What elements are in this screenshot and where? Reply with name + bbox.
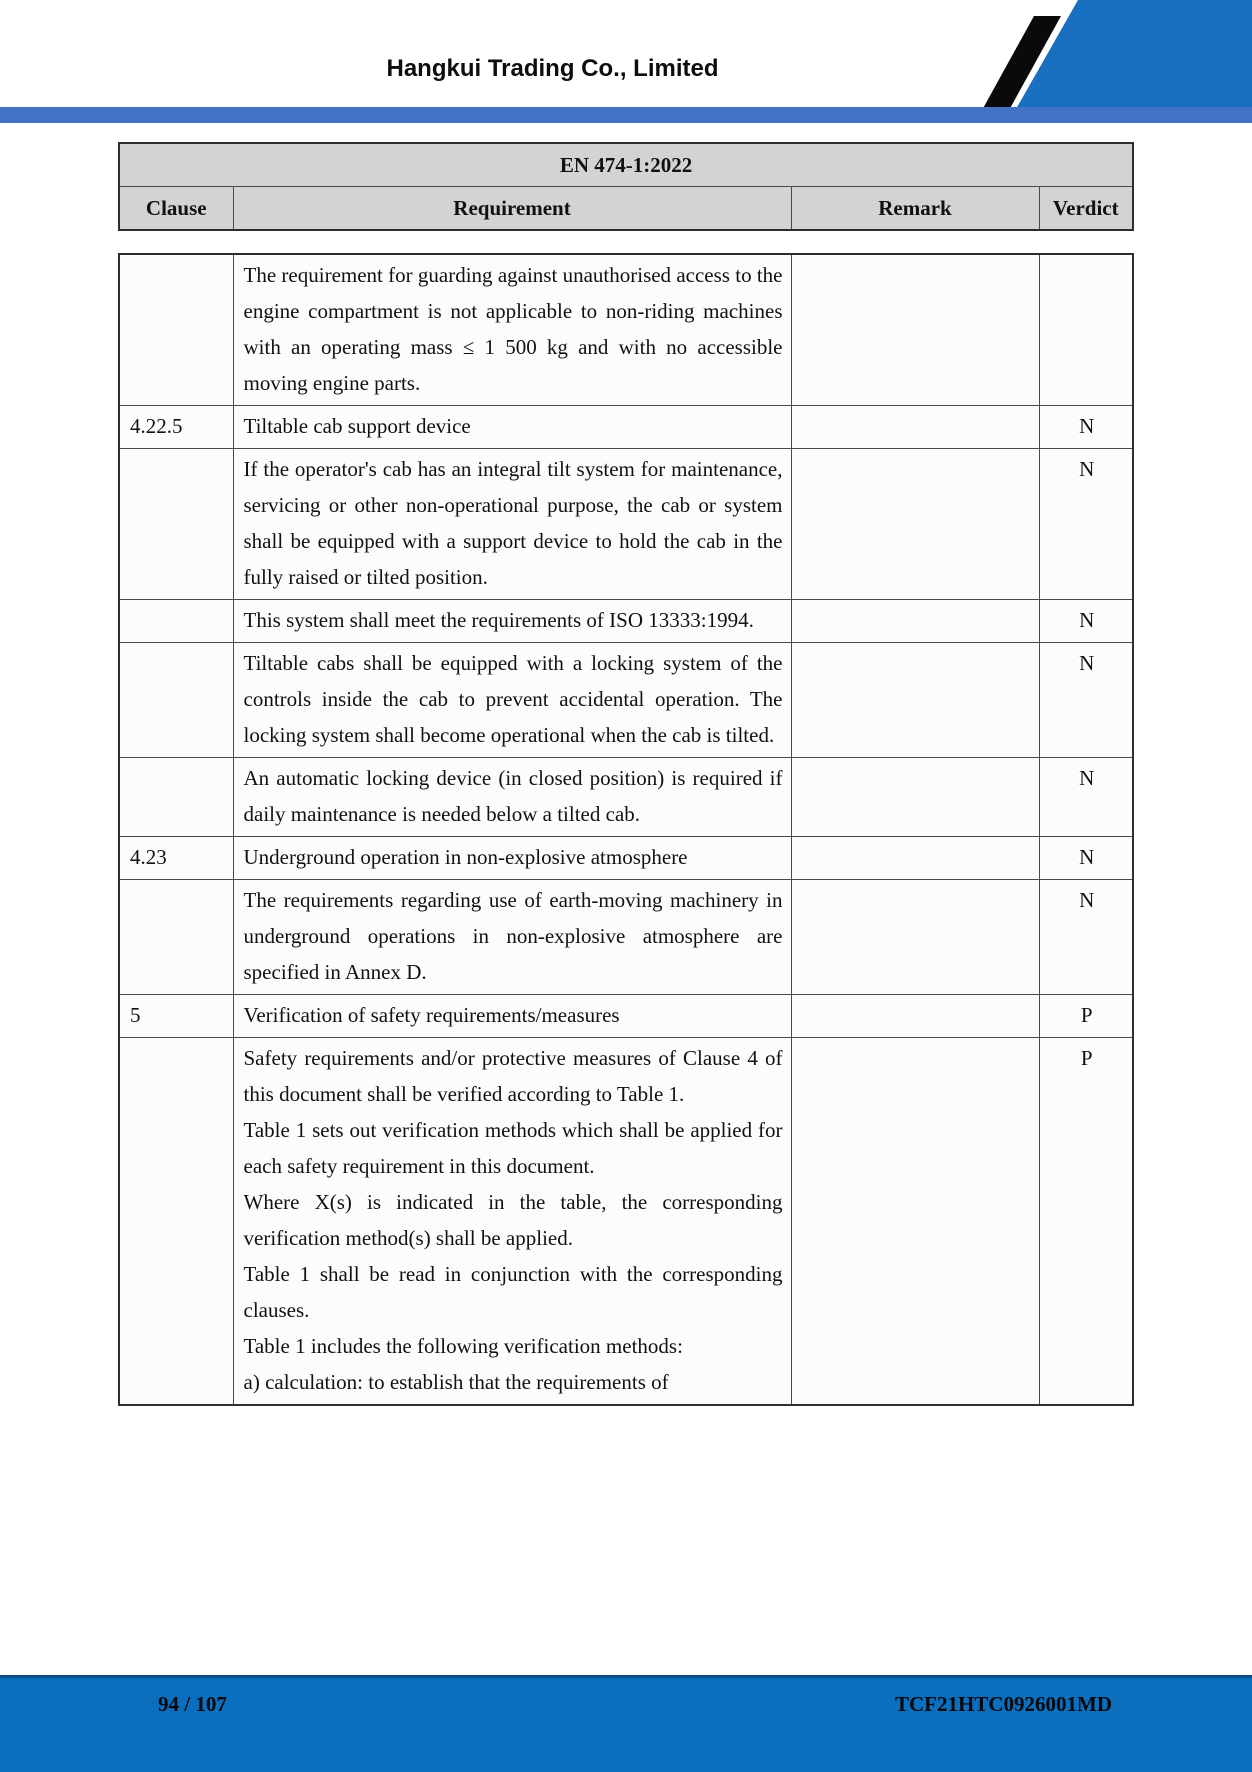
requirement-cell [233,600,791,643]
table-row [119,880,1133,995]
table-row [119,1038,1133,1406]
table-row [119,995,1133,1038]
requirement-paragraph: An automatic locking device (in closed position) is required if daily maintenance is needed below a tilted cab. [243,766,783,826]
remark-cell [791,406,1039,449]
verdict-cell: N [1039,406,1133,449]
verdict-cell: P [1039,1038,1133,1406]
remark-cell [791,449,1039,600]
requirement-paragraph: This system shall meet the requirements of ISO 13333:1994. [243,608,754,632]
clause-cell: 4.23 [119,837,233,880]
requirement-paragraph: Table 1 includes the following verification methods: [243,1334,683,1358]
company-title: Hangkui Trading Co., Limited [386,55,719,82]
remark-cell [791,643,1039,758]
clause-cell [119,1038,233,1406]
table-row [119,449,1133,600]
clause-cell [119,758,233,837]
column-header-remark: Remark [791,187,1039,231]
requirement-paragraph: a) calculation: to establish that the requirements of [243,1370,669,1394]
verdict-cell: N [1039,600,1133,643]
standard-title: EN 474-1:2022 [119,143,1133,187]
requirement-cell [233,995,791,1038]
requirement-paragraph: Verification of safety requirements/measures [243,1003,620,1027]
verdict-cell: N [1039,449,1133,600]
requirement-paragraph: Underground operation in non-explosive atmosphere [243,845,688,869]
requirement-paragraph: Safety requirements and/or protective measures of Clause 4 of this document shall be verified according to Table 1. [243,1046,783,1106]
column-header-requirement: Requirement [233,187,791,231]
footer-bar [0,1675,1252,1772]
clause-cell [119,880,233,995]
verdict-cell: N [1039,643,1133,758]
requirement-paragraph: If the operator's cab has an integral tilt system for maintenance, servicing or other non-operational purpose, the cab or system shall be equipped with a support device to hold the cab in the fully raised or tilted position. [243,457,783,589]
report-number: TCF21HTC0926001MD [895,1692,1112,1716]
page-number: 94 / 107 [158,1692,227,1716]
standard-title-row [119,143,1133,187]
requirement-paragraph: Table 1 sets out verification methods which shall be applied for each safety requirement in this document. [243,1118,783,1178]
table-row [119,837,1133,880]
clause-cell [119,254,233,406]
remark-cell [791,837,1039,880]
requirement-paragraph: Tiltable cabs shall be equipped with a locking system of the controls inside the cab to prevent accidental operation. The locking system shall become operational when the cab is tilted. [243,651,783,747]
requirement-cell [233,254,791,406]
clause-cell [119,600,233,643]
column-header-row [119,187,1133,231]
requirement-cell [233,449,791,600]
requirement-paragraph: The requirements regarding use of earth-moving machinery in underground operations in non-explosive atmosphere are specified in Annex D. [243,888,783,984]
table-row [119,406,1133,449]
requirement-paragraph: Table 1 shall be read in conjunction with the corresponding clauses. [243,1262,783,1322]
remark-cell [791,600,1039,643]
requirements-table-body [119,254,1133,1405]
standard-header-table [118,142,1134,231]
remark-cell [791,254,1039,406]
verdict-cell: N [1039,880,1133,995]
requirement-cell [233,1038,791,1406]
clause-cell [119,643,233,758]
remark-cell [791,758,1039,837]
table-row [119,643,1133,758]
column-header-clause: Clause [119,187,233,231]
remark-cell [791,995,1039,1038]
requirement-cell [233,643,791,758]
requirement-cell [233,880,791,995]
verdict-cell [1039,254,1133,406]
column-header-verdict: Verdict [1039,187,1133,231]
header-accent-bar [0,107,1252,123]
clause-cell [119,449,233,600]
requirement-paragraph: Tiltable cab support device [243,414,471,438]
remark-cell [791,1038,1039,1406]
requirement-cell [233,837,791,880]
table-row [119,758,1133,837]
table-row [119,600,1133,643]
verdict-cell: N [1039,758,1133,837]
requirement-cell [233,758,791,837]
requirement-paragraph: Where X(s) is indicated in the table, the corresponding verification method(s) shall be applied. [243,1190,783,1250]
table-row [119,254,1133,406]
verdict-cell: P [1039,995,1133,1038]
verdict-cell: N [1039,837,1133,880]
clause-cell: 5 [119,995,233,1038]
requirement-paragraph: The requirement for guarding against unauthorised access to the engine compartment is not applicable to non-riding machines with an operating mass ≤ 1 500 kg and with no accessible moving engine parts. [243,263,783,395]
remark-cell [791,880,1039,995]
requirement-cell [233,406,791,449]
requirements-table [118,253,1134,1406]
clause-cell: 4.22.5 [119,406,233,449]
